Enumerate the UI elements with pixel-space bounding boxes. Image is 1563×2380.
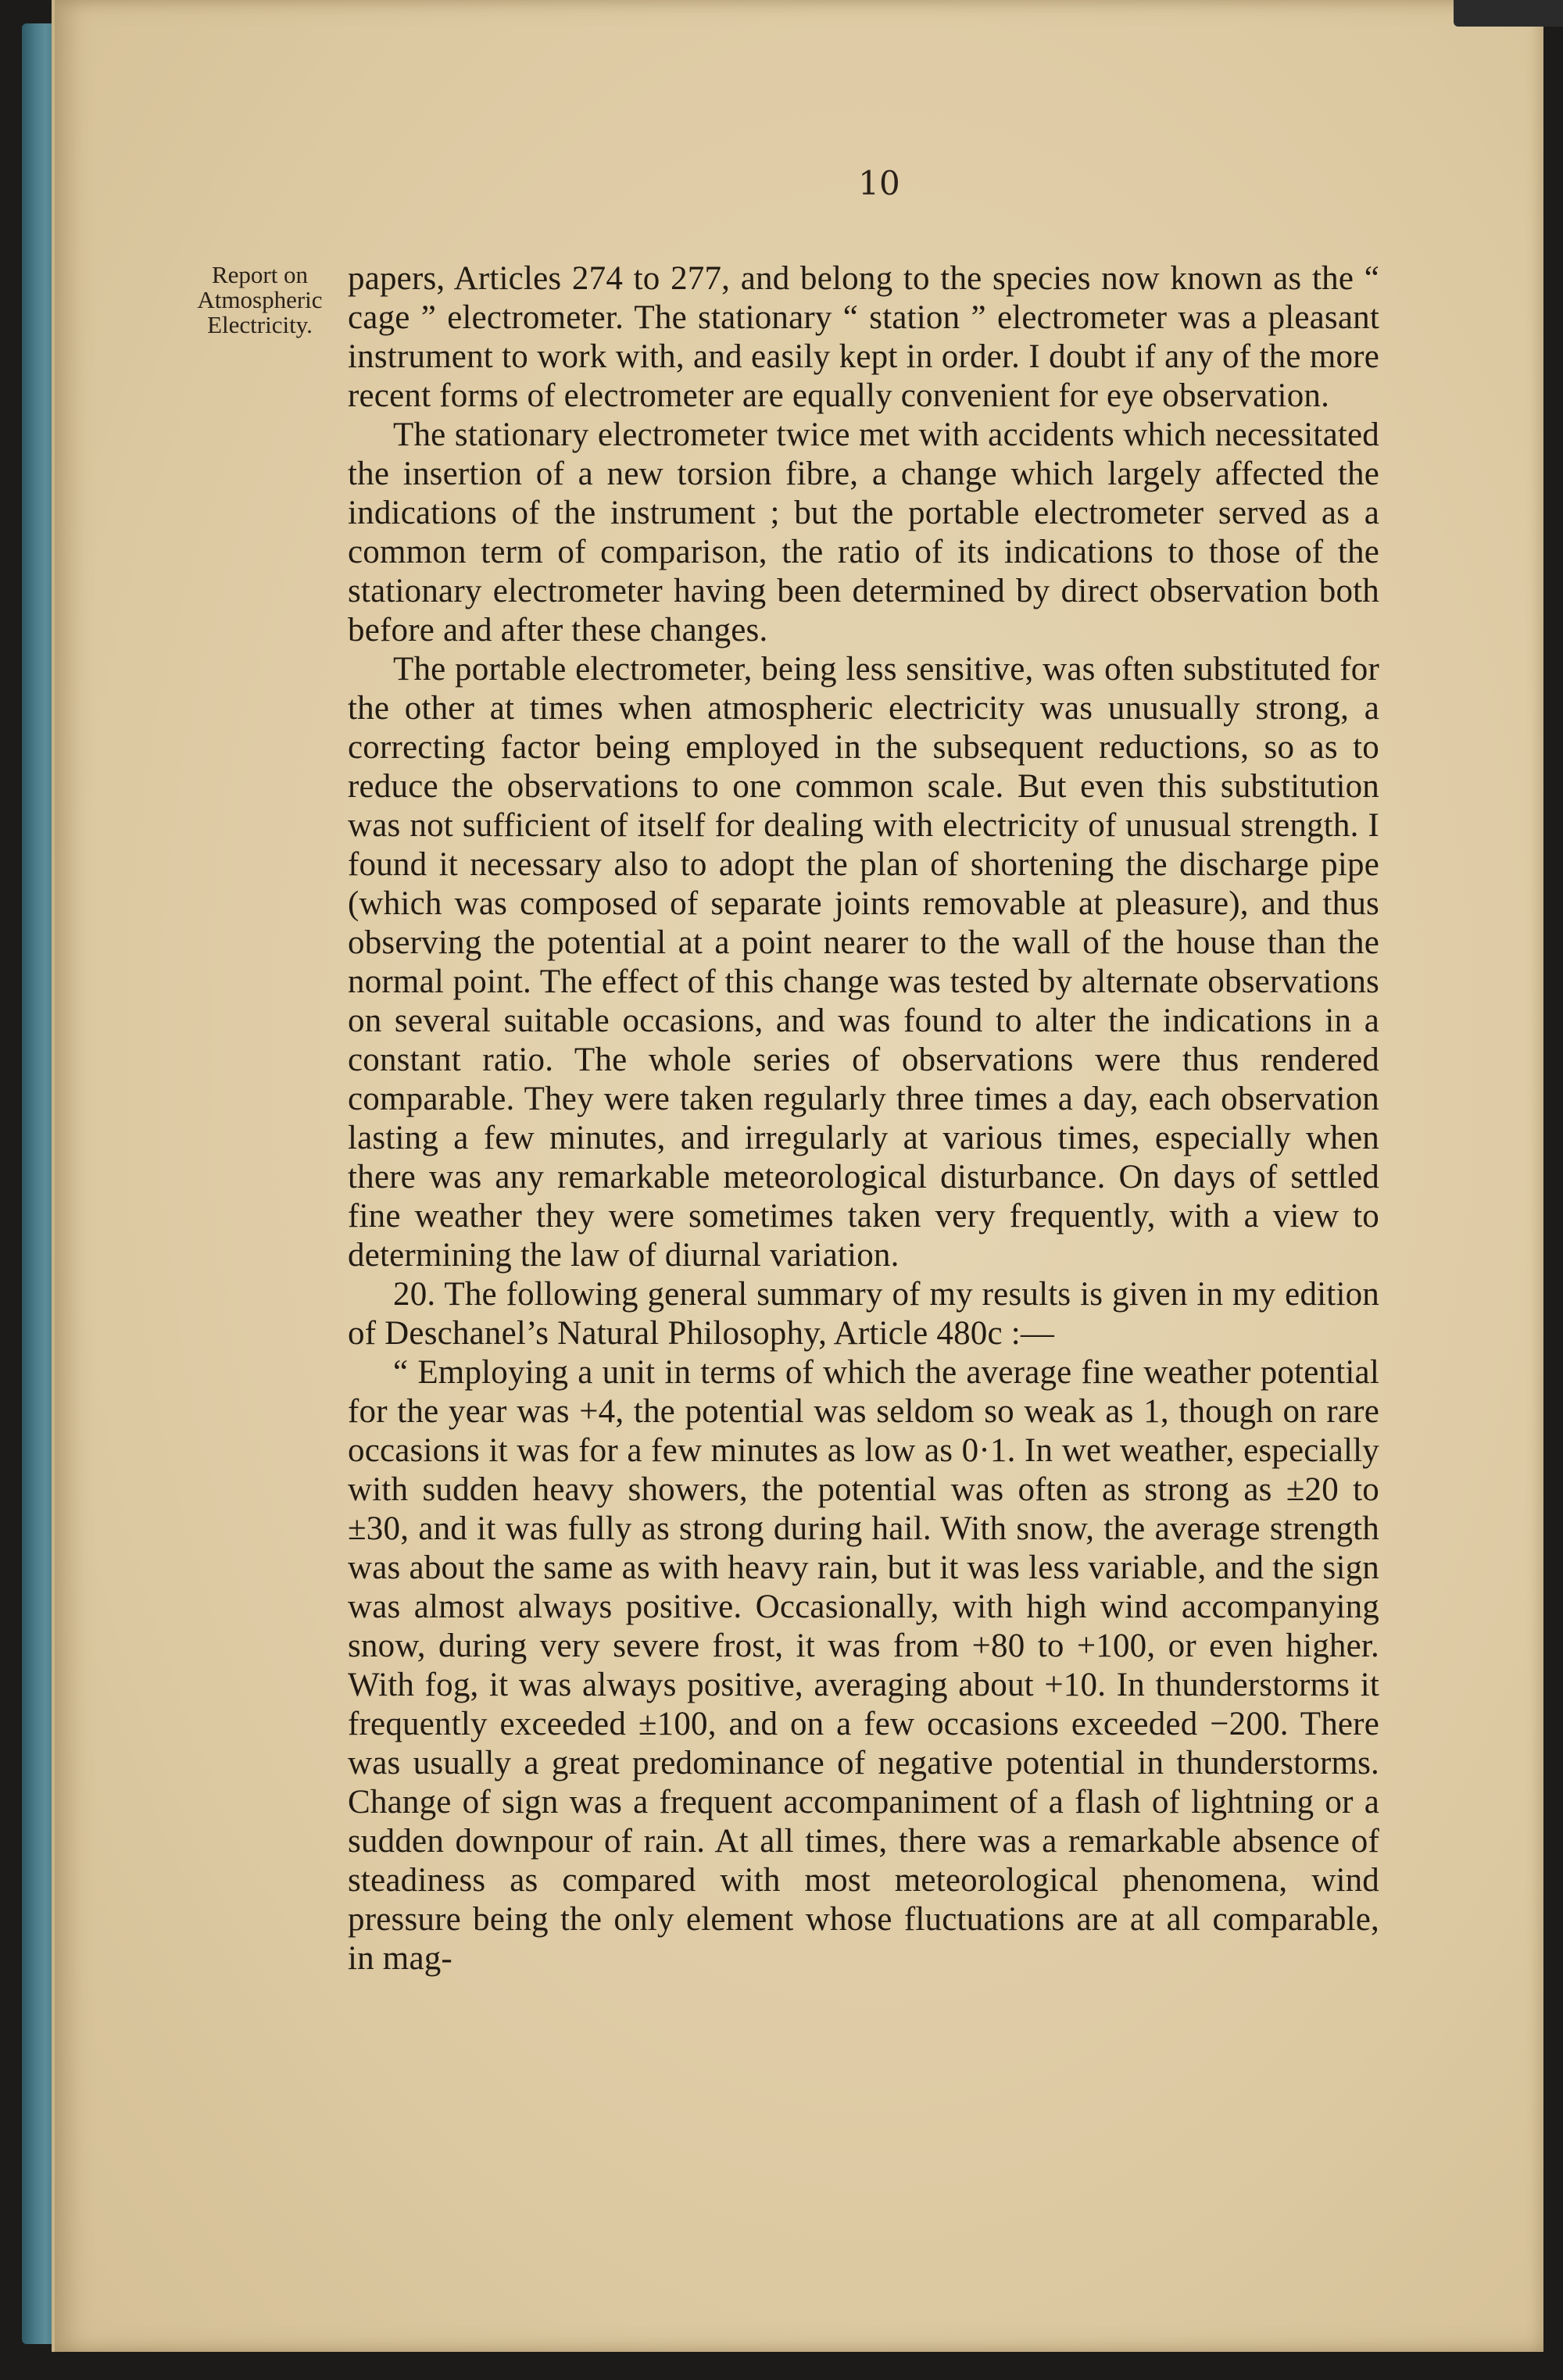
- sidenote-line: Electricity.: [207, 311, 313, 338]
- paragraph: The stationary electrometer twice met with accidents which necessitated the insertion of a new torsion fibre, a change which largely affected the indications of the instrument ; but the portable electrometer served as a common term of comparison, the ratio of its indications to those of the stationary electrometer having been determined by direct observation both before and after these changes.: [348, 416, 1379, 649]
- paragraph-section-20: 20. The following general summary of my results is given in my edition of Deschanel’s Natural Philosophy, Article 480c :—: [348, 1276, 1379, 1352]
- paragraph-continuation: papers, Articles 274 to 277, and belong to the species now known as the “ cage ” electrometer. The stationary “ station ” electrometer was a pleasant instrument to work with, and easily kept in order. I doubt if any of the more recent forms of electrometer are equally convenient for eye observation.: [348, 260, 1379, 414]
- paragraph-quotation: “ Employing a unit in terms of which the average fine weather potential for the year was +4, the potential was seldom so weak as 1, though on rare occasions it was for a few minutes as low as 0·1. In wet weather, especially with sudden heavy showers, the potential was often as strong as ±20 to ±30, and it was fully as strong during hail. With snow, the average strength was about the same as with heavy rain, but it was less variable, and the sign was almost always positive. Occasionally, with high wind accompanying snow, during very severe frost, it was from +80 to +100, or even higher. With fog, it was always positive, averaging about +10. In thunderstorms it frequently exceeded ±100, and on a few occasions exceeded −200. There was usually a great predominance of negative potential in thunderstorms. Change of sign was a frequent accompaniment of a flash of lightning or a sudden downpour of rain. At all times, there was a remarkable absence of steadiness as compared with most meteorological phenomena, wind pressure being the only element whose fluctuations are at all comparable, in mag-: [348, 1354, 1379, 1977]
- sidenote-line: Atmospheric: [197, 286, 323, 313]
- corner-tab: [1454, 0, 1563, 27]
- page-number: 10: [858, 164, 900, 202]
- sidenote-line: Report on: [211, 261, 309, 288]
- paragraph: The portable electrometer, being less sensitive, was often substituted for the other at times when atmospheric electricity was unusually strong, a correcting factor being employed in the subsequent reductions, so as to reduce the observations to one common scale. But even this substitution was not sufficient of itself for dealing with electricity of unusual strength. I found it necessary also to adopt the plan of shortening the discharge pipe (which was composed of separate joints removable at pleasure), and thus observing the potential at a point nearer to the wall of the house than the normal point. The effect of this change was tested by alternate observations on several suitable occasions, and was found to alter the indications in a constant ratio. The whole series of observations were thus rendered comparable. They were taken regularly three times a day, each observation lasting a few minutes, and irregularly at various times, especially when there was any remarkable meteorological disturbance. On days of settled fine weather they were sometimes taken very frequently, with a view to determining the law of diurnal variation.: [348, 651, 1379, 1274]
- margin-sidenote: [176, 263, 344, 338]
- body-text: [348, 259, 1379, 1978]
